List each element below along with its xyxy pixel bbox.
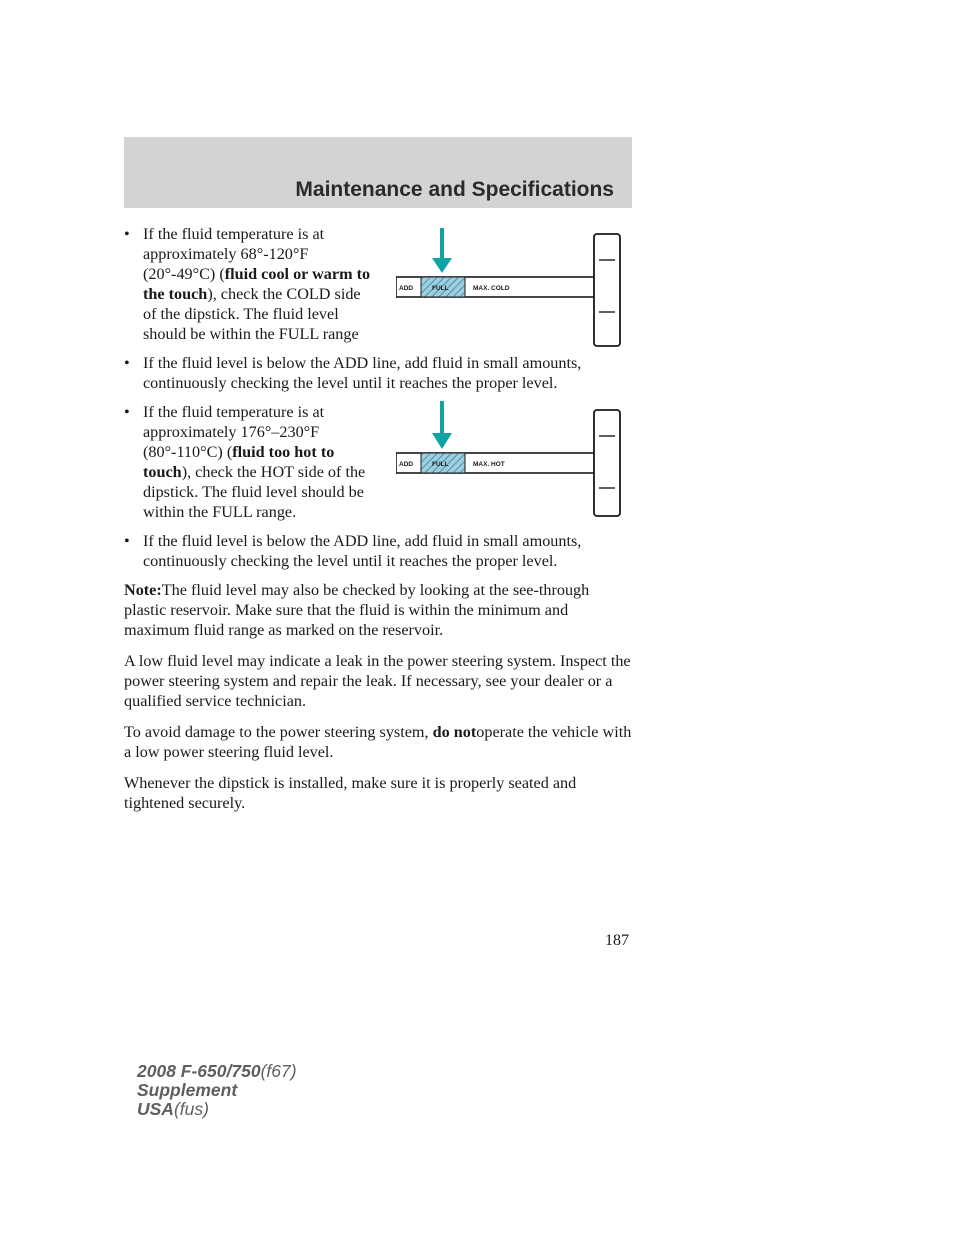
bullet-add-fluid-1: • If the fluid level is below the ADD line, add fluid in small amounts, continuously checking the level until it reaches the proper level.	[124, 354, 582, 392]
body-text	[124, 224, 632, 824]
bullet-dot: •	[124, 225, 130, 243]
max-cold-label: MAX. COLD	[473, 285, 510, 292]
footer-model-code: (f67)	[260, 1061, 297, 1081]
page-number: 187	[605, 932, 629, 949]
note-label: Note:	[124, 581, 162, 599]
bullet-add-fluid-2: • If the fluid level is below the ADD line, add fluid in small amounts, continuously checking the level until it reaches the proper level.	[124, 532, 582, 570]
section-header-band	[124, 137, 632, 208]
max-hot-label: MAX. HOT	[473, 461, 505, 468]
add-mark-label: ADD	[399, 285, 414, 292]
full-mark-label: FULL	[432, 461, 449, 468]
bullet-dot: •	[124, 532, 130, 550]
bullet-hot-check: • If the fluid temperature is at approximately 176°–230°F (80°-110°C) (fluid too hot to touch), check the HOT side of the dipstick. The fluid level should be within the FULL range.	[124, 403, 366, 521]
warning-paragraph: To avoid damage to the power steering system, do notoperate the vehicle with a low power steering fluid level.	[124, 723, 632, 761]
full-mark-label: FULL	[432, 285, 449, 292]
footer-supplement: Supplement	[137, 1080, 238, 1100]
bullet-dot: •	[124, 403, 130, 421]
document-footer	[137, 1062, 297, 1119]
add-mark-label: ADD	[399, 461, 414, 468]
footer-region-code: (fus)	[173, 1099, 209, 1119]
footer-model: 2008 F-650/750	[137, 1061, 261, 1081]
section-title: Maintenance and Specifications	[295, 178, 614, 201]
dipstick-paragraph: Whenever the dipstick is installed, make sure it is properly seated and tightened securely.	[124, 774, 577, 812]
note-paragraph: Note:The fluid level may also be checked by looking at the see-through plastic reservoir. Make sure that the fluid is within the minimum and maximum fluid range as marked on the reservoir.	[124, 581, 590, 639]
footer-region: USA	[137, 1099, 174, 1119]
bullet-cold-check: • If the fluid temperature is at approximately 68°-120°F (20°-49°C) (fluid cool or warm to the touch), check the COLD side of the dipstick. The fluid level should be within the FULL range	[124, 225, 371, 343]
bullet-dot: •	[124, 354, 130, 372]
leak-paragraph: A low fluid level may indicate a leak in the power steering system. Inspect the power steering system and repair the leak. If necessary, see your dealer or a qualified service technician.	[124, 652, 631, 710]
